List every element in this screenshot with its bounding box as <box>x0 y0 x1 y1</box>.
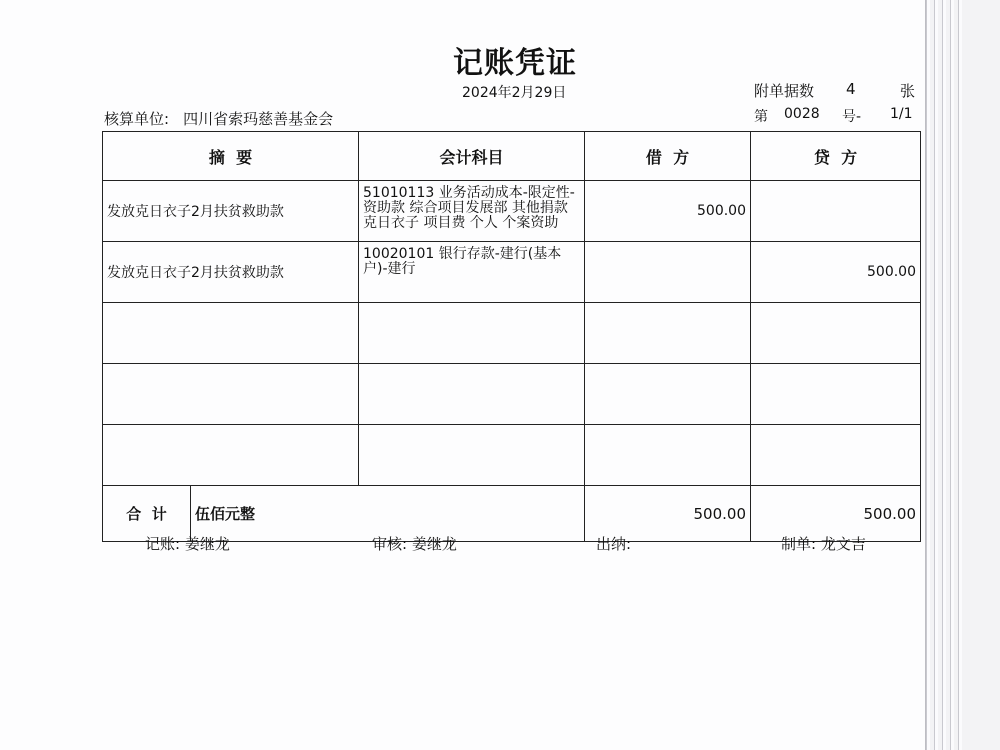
signature-preparer: 制单: 龙文吉 <box>781 535 866 553</box>
voucher-date: 2024年2月29日 <box>462 85 567 101</box>
row-account <box>359 364 585 425</box>
row-credit: 500.00 <box>751 242 921 303</box>
table-row <box>103 303 921 364</box>
header-credit: 贷 方 <box>751 132 921 181</box>
paper-edge <box>958 0 962 750</box>
paper-edge <box>942 0 946 750</box>
row-account: 10020101 银行存款-建行(基本户)-建行 <box>359 242 585 303</box>
row-debit <box>585 303 751 364</box>
table-row <box>103 425 921 486</box>
unit-label: 核算单位: <box>104 110 170 128</box>
row-summary <box>103 364 359 425</box>
row-account <box>359 425 585 486</box>
voucher-table <box>102 131 921 542</box>
table-header-row <box>103 132 921 181</box>
attach-unit: 张 <box>900 82 916 100</box>
row-debit <box>585 364 751 425</box>
row-debit <box>585 242 751 303</box>
no-suffix: 号- <box>842 109 862 125</box>
row-credit <box>751 364 921 425</box>
signature-bookkeeper: 记账: 姜继龙 <box>145 535 230 553</box>
no-prefix: 第 <box>754 109 768 125</box>
row-debit <box>585 425 751 486</box>
row-summary <box>103 425 359 486</box>
table-row <box>103 364 921 425</box>
table-row <box>103 242 921 303</box>
row-credit <box>751 181 921 242</box>
unit-name: 四川省索玛慈善基金会 <box>183 110 334 128</box>
row-account <box>359 303 585 364</box>
signature-reviewer: 审核: 姜继龙 <box>372 535 457 553</box>
attach-label: 附单据数 <box>754 82 815 100</box>
attach-count: 4 <box>846 80 856 98</box>
row-summary <box>103 303 359 364</box>
row-credit <box>751 425 921 486</box>
table-row <box>103 181 921 242</box>
paper-edge <box>926 0 930 750</box>
paper-edge <box>950 0 954 750</box>
total-amount-words: 伍佰元整 <box>191 486 585 542</box>
page-indicator: 1/1 <box>890 106 913 122</box>
row-credit <box>751 303 921 364</box>
no-value: 0028 <box>784 106 820 122</box>
row-summary: 发放克日衣子2月扶贫救助款 <box>103 242 359 303</box>
total-label: 合 计 <box>103 486 191 542</box>
total-credit: 500.00 <box>751 486 921 542</box>
header-debit: 借 方 <box>585 132 751 181</box>
header-account: 会计科目 <box>359 132 585 181</box>
signature-cashier: 出纳: <box>596 535 632 553</box>
row-summary: 发放克日衣子2月扶贫救助款 <box>103 181 359 242</box>
accounting-unit <box>104 108 333 129</box>
header-summary: 摘 要 <box>103 132 359 181</box>
paper-edge <box>934 0 938 750</box>
voucher-title: 记账凭证 <box>453 46 577 81</box>
row-account: 51010113 业务活动成本-限定性-资助款 综合项目发展部 其他捐款 克日衣子 项目费 个人 个案资助 <box>359 181 585 242</box>
total-debit: 500.00 <box>585 486 751 542</box>
row-debit: 500.00 <box>585 181 751 242</box>
